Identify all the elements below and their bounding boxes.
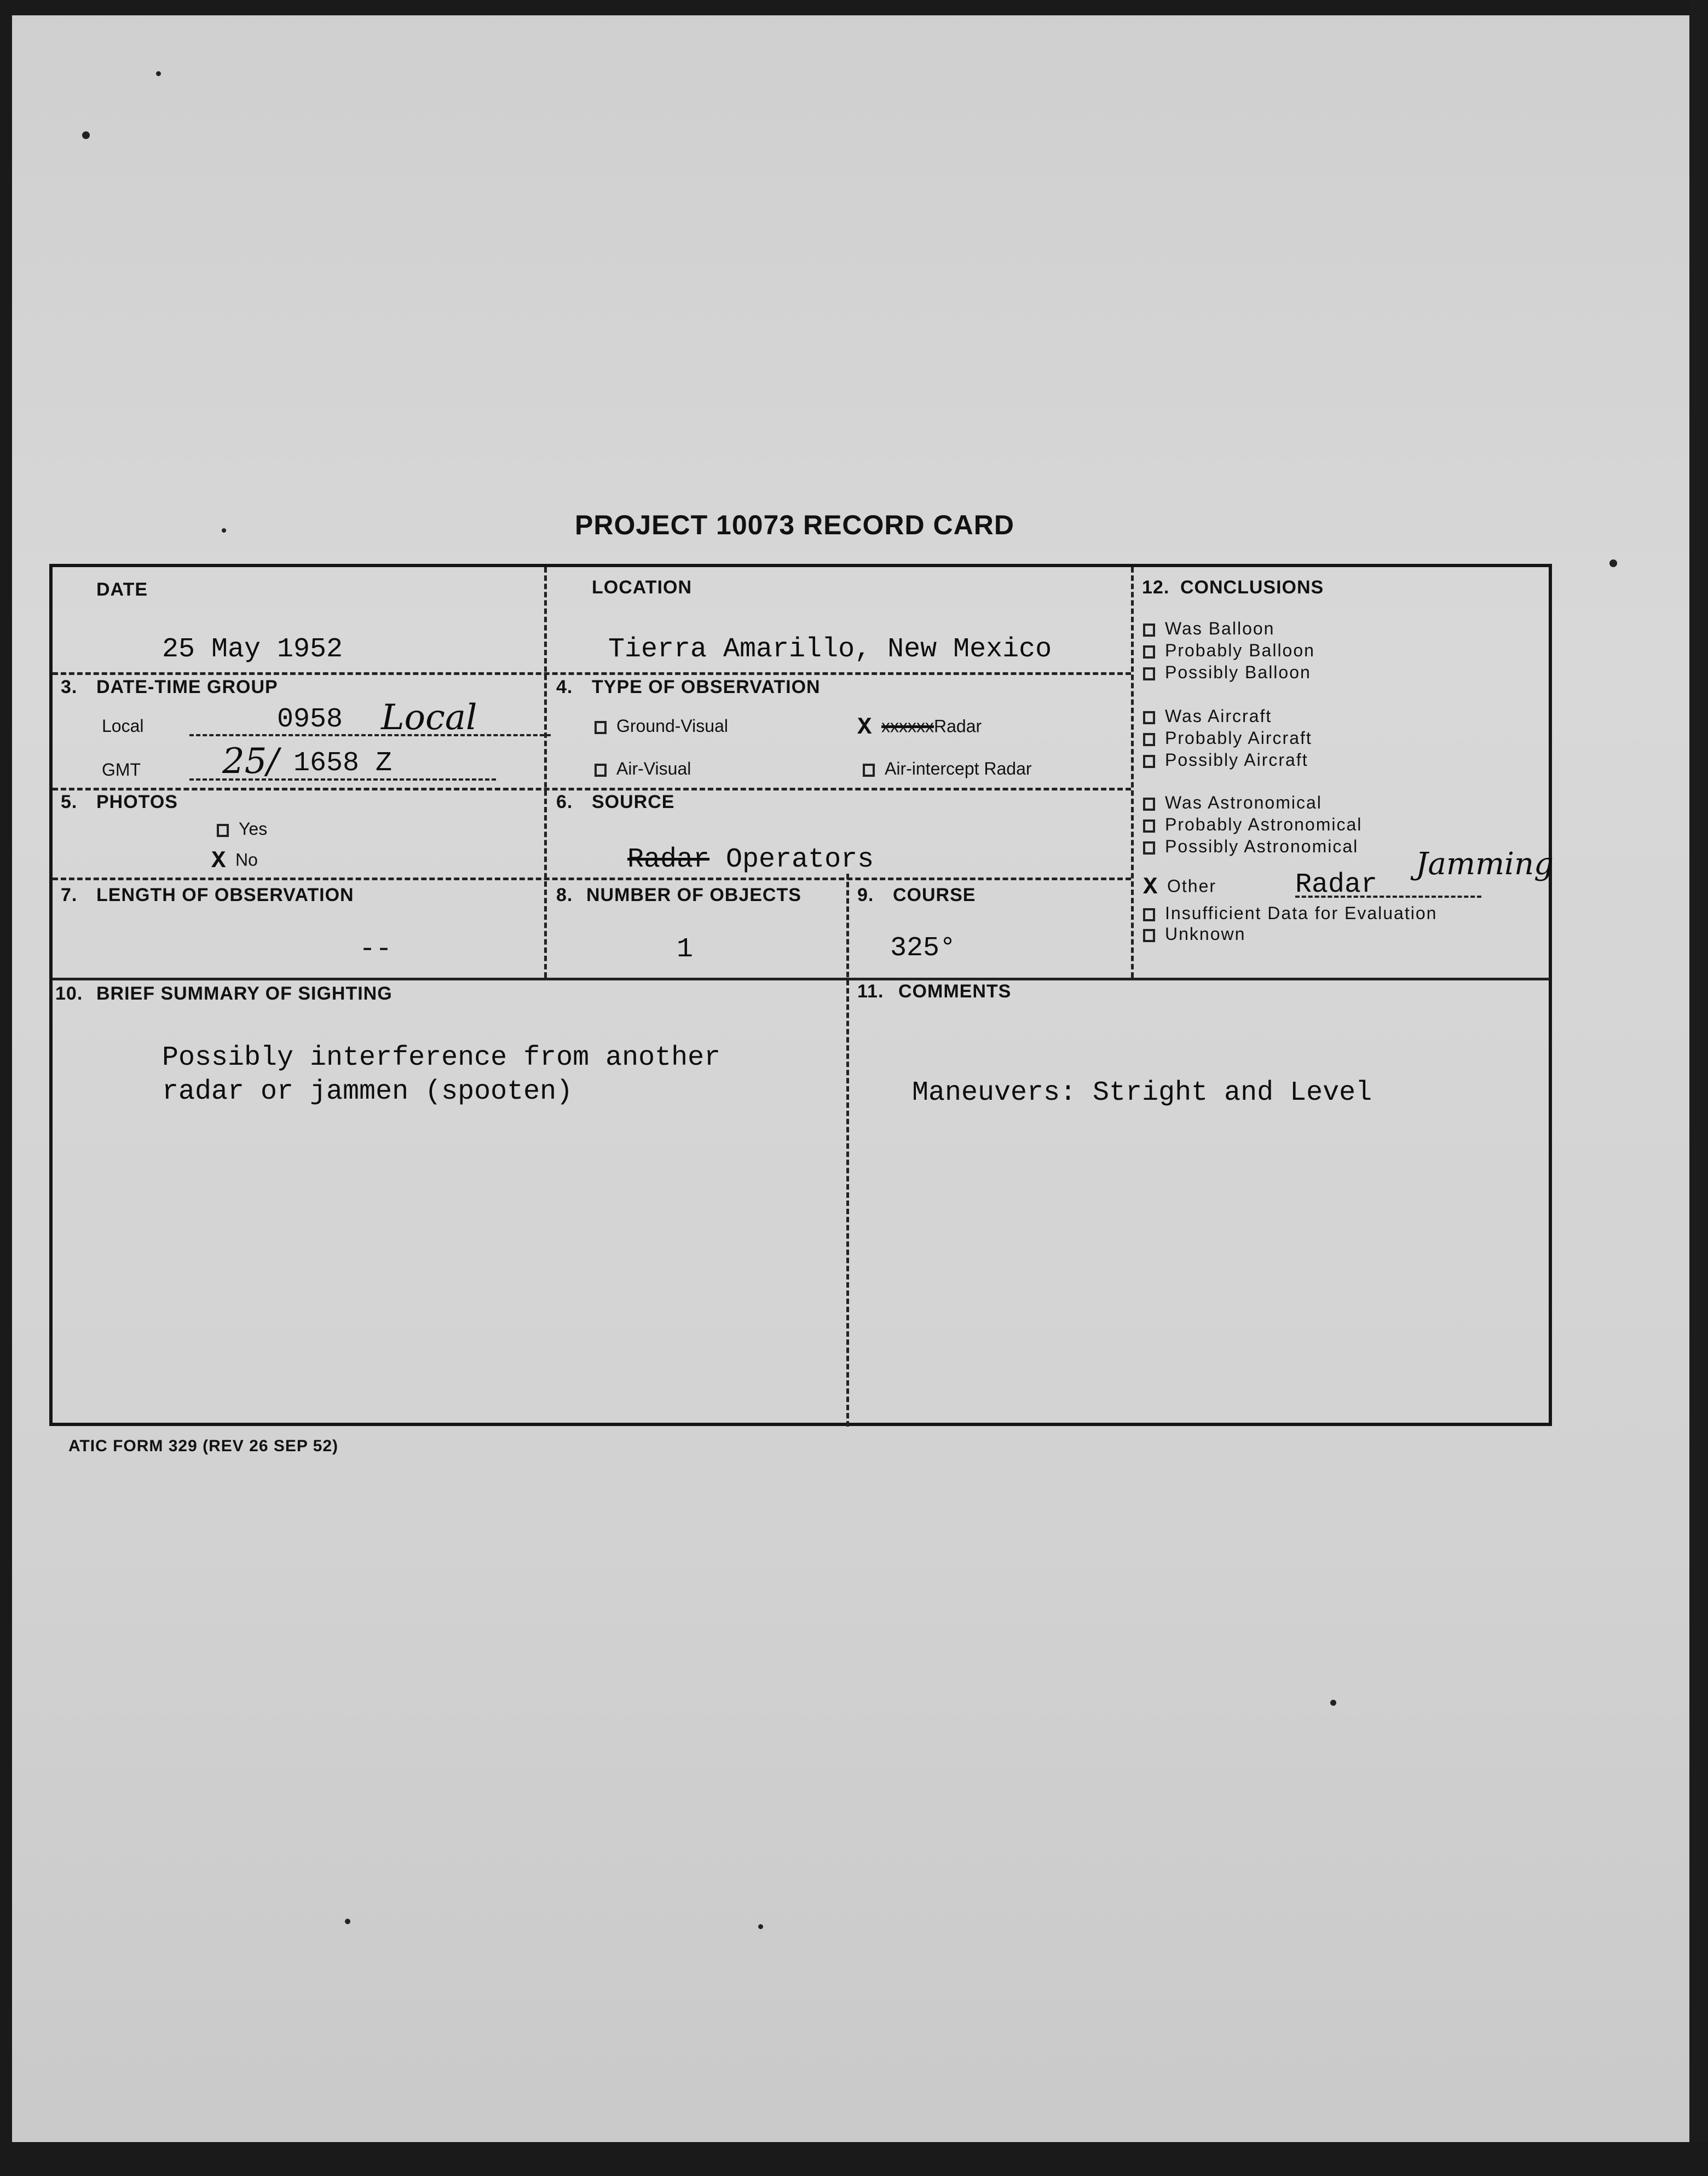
course-number: 9.	[857, 885, 874, 905]
checkbox-icon	[1143, 711, 1155, 724]
objects-value: 1	[677, 934, 694, 965]
conclusion-option: Was Aircraft	[1143, 706, 1272, 726]
checkbox-icon	[1143, 645, 1155, 659]
speck	[1330, 1700, 1336, 1706]
speck	[156, 71, 161, 76]
local-underline	[189, 734, 551, 736]
checkbox-icon	[217, 824, 229, 837]
gmt-label: GMT	[102, 760, 141, 780]
divider	[53, 878, 1131, 880]
length-number: 7.	[61, 885, 78, 905]
length-label: LENGTH OF OBSERVATION	[96, 885, 354, 905]
conclusion-option-other: X Other	[1143, 874, 1217, 901]
divider	[53, 788, 1131, 790]
checkbox-icon	[1143, 755, 1155, 768]
comments-text: Maneuvers: Stright and Level	[912, 1077, 1372, 1109]
other-typed-value: Radar	[1295, 869, 1378, 901]
scan-border-right	[1689, 0, 1708, 2176]
air-intercept-radar-option: Air-intercept Radar	[863, 759, 1032, 779]
conclusion-option: Probably Astronomical	[1143, 815, 1362, 835]
summary-line-2: radar or jammen (spooten)	[162, 1076, 573, 1107]
checkbox-icon	[595, 764, 607, 777]
summary-line-1: Possibly interference from another	[162, 1042, 721, 1073]
gmt-day: 25/	[222, 741, 279, 782]
conclusion-option: Was Balloon	[1143, 619, 1274, 639]
objects-label: NUMBER OF OBJECTS	[586, 885, 801, 905]
local-handwritten: Local	[381, 697, 477, 738]
scan-border-bottom	[0, 2142, 1708, 2176]
speck	[345, 1919, 350, 1924]
conclusion-option: Possibly Balloon	[1143, 662, 1311, 683]
conclusion-option: Probably Aircraft	[1143, 728, 1312, 748]
checkbox-icon	[595, 721, 607, 734]
air-visual-option: Air-Visual	[595, 759, 691, 779]
checkbox-icon	[1143, 667, 1155, 680]
form-footer: ATIC FORM 329 (REV 26 SEP 52)	[68, 1437, 339, 1455]
checkbox-icon	[1143, 733, 1155, 746]
x-mark-icon: X	[211, 847, 226, 875]
location-value: Tierra Amarillo, New Mexico	[608, 634, 1052, 665]
speck	[1609, 559, 1617, 567]
checkbox-icon	[1143, 929, 1155, 942]
local-label: Local	[102, 716, 144, 736]
date-time-group-number: 3.	[61, 677, 78, 697]
x-mark-icon: X	[1143, 874, 1159, 901]
checkbox-icon	[1143, 819, 1155, 833]
summary-number: 10.	[55, 983, 83, 1004]
conclusions-number: 12.	[1142, 577, 1170, 598]
gmt-value: 1658 Z	[293, 748, 393, 779]
scan-border-top	[0, 0, 1708, 15]
course-value: 325°	[890, 933, 956, 964]
conclusion-option: Insufficient Data for Evaluation	[1143, 903, 1437, 923]
comments-number: 11.	[857, 981, 884, 1002]
radar-option: X xxxxxxRadar	[857, 714, 982, 741]
conclusion-option: Was Astronomical	[1143, 793, 1322, 813]
photos-no-option: X No	[211, 847, 258, 875]
speck	[82, 131, 90, 139]
checkbox-icon	[1143, 624, 1155, 637]
local-value: 0958	[277, 704, 343, 735]
divider	[53, 672, 1131, 675]
date-label: DATE	[96, 579, 148, 600]
length-value: --	[359, 934, 393, 965]
ground-visual-option: Ground-Visual	[595, 716, 728, 736]
objects-number: 8.	[556, 885, 573, 905]
source-number: 6.	[556, 792, 573, 812]
source-value: Radar Operators	[627, 844, 874, 875]
checkbox-icon	[863, 764, 875, 777]
checkbox-icon	[1143, 841, 1155, 855]
photos-number: 5.	[61, 792, 78, 812]
checkbox-icon	[1143, 908, 1155, 921]
speck	[222, 528, 226, 533]
photos-yes-option: Yes	[217, 819, 267, 839]
divider	[1131, 567, 1134, 978]
photos-label: PHOTOS	[96, 792, 178, 812]
course-label: COURSE	[893, 885, 976, 905]
divider	[544, 567, 547, 978]
date-time-group-label: DATE-TIME GROUP	[96, 677, 278, 697]
checkbox-icon	[1143, 798, 1155, 811]
divider	[846, 874, 849, 1427]
source-label: SOURCE	[592, 792, 675, 812]
location-label: LOCATION	[592, 577, 693, 598]
speck	[758, 1924, 763, 1929]
other-handwritten-value: Jamming	[1416, 846, 1554, 882]
divider	[53, 978, 1550, 980]
source-struck: Radar	[627, 844, 710, 875]
observation-type-label: TYPE OF OBSERVATION	[592, 677, 821, 697]
conclusions-label: CONCLUSIONS	[1180, 577, 1324, 598]
conclusion-option: Possibly Aircraft	[1143, 750, 1308, 770]
date-value: 25 May 1952	[162, 634, 343, 665]
x-mark-icon: X	[857, 714, 872, 741]
observation-type-number: 4.	[556, 677, 573, 697]
conclusions-list	[1143, 567, 1548, 972]
card-title: PROJECT 10073 RECORD CARD	[575, 510, 1014, 540]
record-card	[49, 564, 1552, 1426]
comments-label: COMMENTS	[898, 981, 1012, 1002]
summary-label: BRIEF SUMMARY OF SIGHTING	[96, 983, 393, 1004]
conclusion-option: Unknown	[1143, 924, 1245, 944]
scan-border-left	[0, 0, 12, 2176]
struck-text: xxxxxx	[881, 716, 934, 736]
conclusion-option: Possibly Astronomical	[1143, 836, 1358, 857]
conclusion-option: Probably Balloon	[1143, 640, 1315, 661]
